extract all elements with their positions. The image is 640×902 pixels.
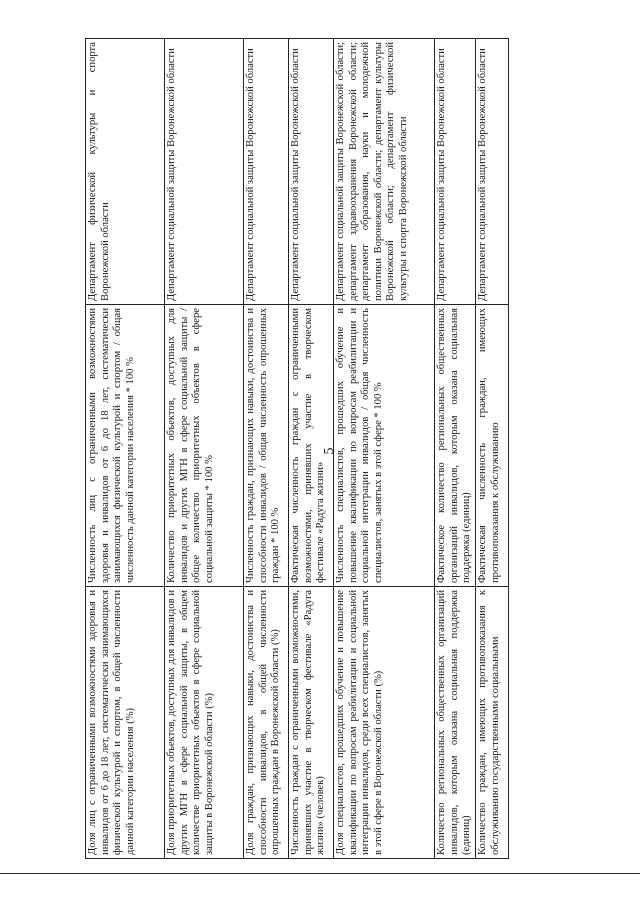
table-row [165,39,244,859]
responsible-cell: Департамент социальной защиты Воронежской области [435,39,476,305]
table-row [476,39,509,859]
rotated-table-container [85,39,530,859]
formula-cell: Фактическая численность граждан с ограниченными возможностями, принявших участие в творческом фестивале «Радуга жизни» [289,305,334,587]
responsible-cell: Департамент социальной защиты Воронежской области [289,39,334,305]
formula-cell: Количество приоритетных объектов, доступных для инвалидов и других МГН в сфере социальной защиты / общее количество приоритетных объектов в сфере социальной защиты * 100 % [165,305,244,587]
indicators-table [85,38,509,859]
responsible-cell: Департамент социальной защиты Воронежской области; департамент здравоохранения Воронежской области; департамент образования, науки и молодежной политики Воронежской области; департамент культуры Воронежской области; департамент физической культуры и спорта Воронежской области [334,39,435,305]
indicator-cell: Доля лиц с ограниченными возможностями здоровья и инвалидов от 6 до 18 лет, систематически занимающихся физической культурой и спортом, в общей численности данной категории населения (%) [86,587,165,859]
formula-cell: Численность лиц с ограниченными возможностями здоровья и инвалидов от 6 до 18 лет, систематически занимающихся физической культурой и спортом / общая численность данной категории населения * 100 % [86,305,165,587]
table-row [435,39,476,859]
table-row [289,39,334,859]
table-row [86,39,165,859]
formula-cell: Численность граждан, признающих навыки, достоинства и способности инвалидов / общая численность опрошенных граждан * 100 % [244,305,289,587]
formula-cell: Фактическая численность граждан, имеющих противопоказания к обслуживанию [476,305,509,587]
table-row [334,39,435,859]
indicator-cell: Количество региональных общественных организаций инвалидов, которым оказана социальная поддержка (единиц) [435,587,476,859]
indicator-cell: Доля специалистов, прошедших обучение и повышение квалификации по вопросам реабилитации и социальной интеграции инвалидов, среди всех специалистов, занятых в этой сфере в Воронежской области (%) [334,587,435,859]
responsible-cell: Департамент социальной защиты Воронежской области [244,39,289,305]
formula-cell: Фактическое количество региональных общественных организаций инвалидов, которым оказана социальная поддержка (единиц) [435,305,476,587]
indicator-cell: Численность граждан с ограниченными возможностями, принявших участие в творческом фестивале «Радуга жизни» (человек) [289,587,334,859]
indicator-cell: Доля граждан, признающих навыки, достоинства и способности инвалидов, в общей численности опрошенных граждан в Воронежской области (%) [244,587,289,859]
indicator-cell: Количество граждан, имеющих противопоказания к обслуживанию государственными социальными [476,587,509,859]
responsible-cell: Департамент физической культуры и спорта Воронежской области [86,39,165,305]
page-number: 5 [322,447,337,455]
responsible-cell: Департамент социальной защиты Воронежской области [476,39,509,305]
formula-cell: Численность специалистов, прошедших обучение и повышение квалификации по вопросам реабилитации и социальной интеграции инвалидов / общая численность специалистов, занятых в этой сфере * 100 % [334,305,435,587]
responsible-cell: Департамент социальной защиты Воронежской области [165,39,244,305]
page-bottom-rule [0,873,640,874]
indicator-cell: Доля приоритетных объектов, доступных для инвалидов и других МГН в сфере социальной защиты, в общем количестве приоритетных объектов в сфере социальной защиты в Воронежской области (%) [165,587,244,859]
table-row [244,39,289,859]
